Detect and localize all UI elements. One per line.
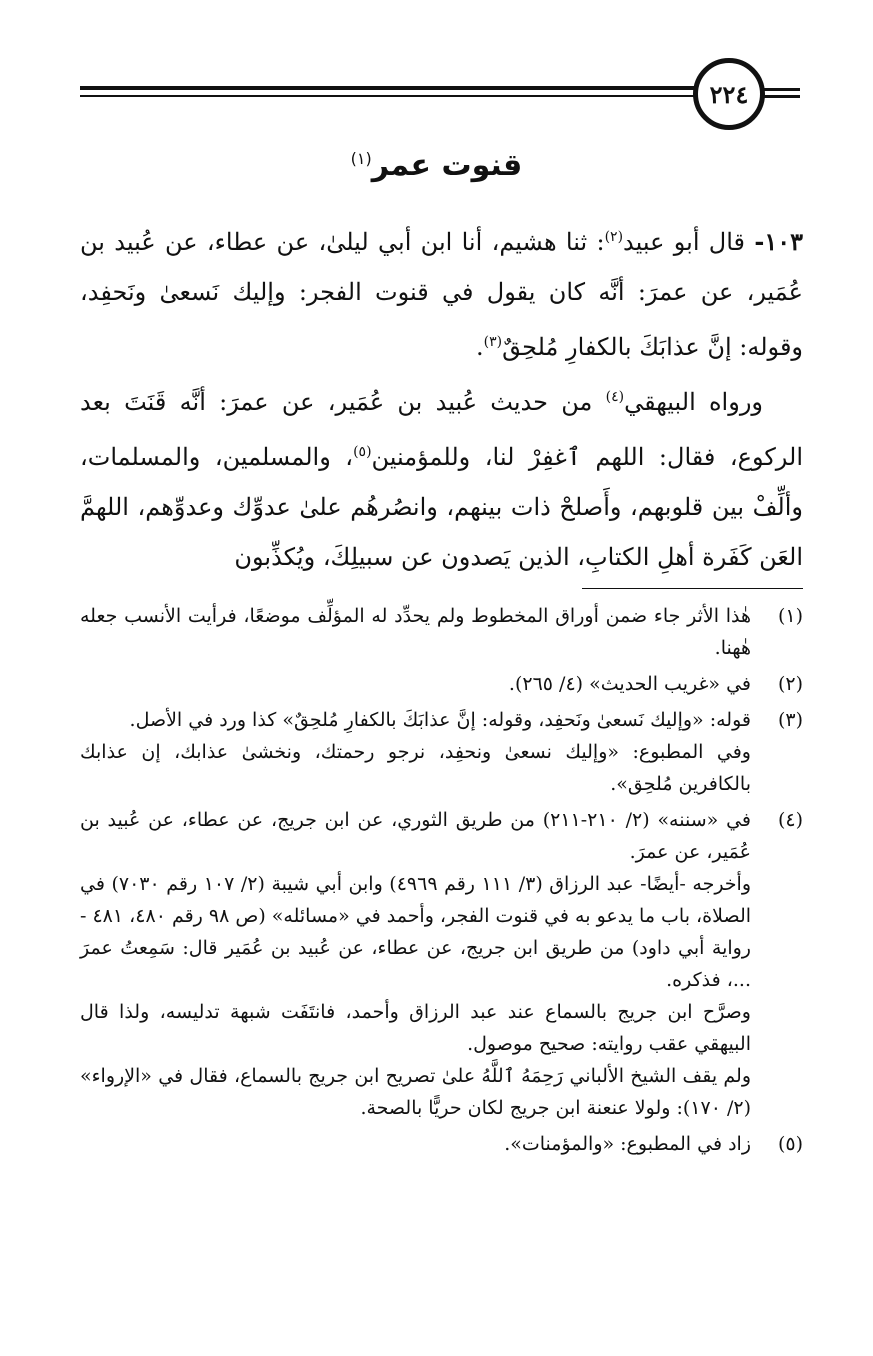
footnote-line: ولم يقف الشيخ الألباني رَحِمَهُ ٱللَّهُ علىٰ تصريح ابن جريج بالسماع، فقال في «الإرواء» (٢/ ١٧٠): ولولا عنعنة ابن جريج لكان حريًّا بالصحة. bbox=[80, 1065, 751, 1119]
footnote-number: (٢) bbox=[777, 673, 803, 695]
footnote-ref-2: (٢) bbox=[604, 229, 624, 245]
section-title bbox=[0, 148, 873, 183]
footnote-2 bbox=[80, 668, 803, 700]
paragraph-2 bbox=[80, 372, 803, 582]
footnote-number: (٣) bbox=[777, 709, 803, 731]
section-title-text: قنوت عمر bbox=[371, 148, 523, 183]
paragraph-1-text-b: : ثنا هشيم، أنا ابن أبي ليلىٰ، عن عطاء، عن عُبيد بن عُمَير، عن عمرَ: أنَّه كان يقول في قنوت الفجر: وإليك نَسعىٰ ونَحفِد، وقوله: إنَّ عذابَكَ بالكفارِ مُلحِقٌ bbox=[80, 228, 803, 361]
footnote-number: (١) bbox=[777, 605, 803, 627]
footnote-3 bbox=[80, 704, 803, 800]
header-rule-thick bbox=[80, 86, 700, 90]
main-text bbox=[80, 212, 803, 582]
footnote-line: هٰذا الأثر جاء ضمن أوراق المخطوط ولم يحدِّد له المؤلِّف موضعًا، فرأيت الأنسب جعله هٰهنا. bbox=[80, 605, 751, 659]
footnote-4 bbox=[80, 804, 803, 1124]
footnote-line: وأخرجه -أيضًا- عبد الرزاق (٣/ ١١١ رقم ٤٩٦٩) وابن أبي شيبة (٢/ ١٠٧ رقم ٧٠٣٠) في الصلاة، باب ما يدعو به في قنوت الفجر، وأحمد في «مسائله» (ص ٩٨ رقم ٤٨٠، ٤٨١ - رواية أبي داود) من طريق ابن جريج، عن عطاء، عن عُبيد بن عُمَير قال: سَمِعتُ عمرَ ...، فذكره. bbox=[80, 873, 752, 991]
footnote-line: في «سننه» (٢/ ٢١٠-٢١١) من طريق الثوري، عن ابن جريج، عن عطاء، عن عُبيد بن عُمَير، عن عمرَ. bbox=[80, 809, 751, 863]
footnote-line: وفي المطبوع: «وإليك نسعىٰ ونحفِد، نرجو رحمتك، ونخشىٰ عذابك، إن عذابك بالكافرين مُلحِق». bbox=[80, 741, 751, 795]
header-rule-thin bbox=[80, 95, 700, 97]
header-rule-right-bottom bbox=[760, 95, 800, 98]
paragraph-2-text-b: من حديث عُبيد بن عُمَير، عن عمرَ: أنَّه قَنَتَ بعد الركوع، فقال: اللهم ٱغفِرْ لنا، وللمؤمنين bbox=[80, 388, 804, 471]
paragraph-1 bbox=[80, 212, 803, 372]
footnote-ref-4: (٤) bbox=[605, 389, 625, 405]
section-title-footnote-ref: (١) bbox=[350, 149, 372, 168]
page-number-badge bbox=[693, 58, 765, 130]
header-rules bbox=[80, 80, 800, 102]
footnote-ref-5: (٥) bbox=[353, 444, 372, 460]
page-number: ٢٢٤ bbox=[709, 79, 749, 109]
footnote-1 bbox=[80, 600, 803, 664]
footnote-separator bbox=[582, 588, 803, 589]
paragraph-2-text-c: ، والمسلمين، والمسلمات، وألِّفْ بين قلوبهم، وأَصلحْ ذات بينهم، وانصُرهُم علىٰ عدوِّك وعدوِّهم، اللهمَّ العَن كَفَرة أهلِ الكتابِ، الذين يَصدون عن سبيلِكَ، ويُكذِّبون bbox=[80, 443, 803, 571]
footnote-number: (٤) bbox=[777, 809, 803, 831]
footnote-5 bbox=[80, 1128, 803, 1160]
paragraph-2-text-a: ورواه البيهقي bbox=[624, 388, 763, 416]
footnote-line: زاد في المطبوع: «والمؤمنات». bbox=[504, 1133, 751, 1155]
footnotes bbox=[80, 600, 803, 1164]
hadith-number: ١٠٣- bbox=[754, 227, 803, 256]
footnote-ref-3: (٣) bbox=[483, 334, 503, 350]
paragraph-1-end: . bbox=[475, 333, 484, 361]
footnote-line: وصرَّح ابن جريج بالسماع عند عبد الرزاق وأحمد، فانتَفَت شبهة تدليسه، ولذا قال البيهقي عقب روايته: صحيح موصول. bbox=[80, 1001, 751, 1055]
footnote-number: (٥) bbox=[777, 1133, 803, 1155]
footnote-line: في «غريب الحديث» (٤/ ٢٦٥). bbox=[508, 673, 751, 695]
footnote-line: قوله: «وإليك نَسعىٰ ونَحفِد، وقوله: إنَّ عذابَكَ بالكفارِ مُلحِقٌ» كذا ورد في الأصل. bbox=[129, 709, 751, 731]
header-rule-right-top bbox=[760, 88, 800, 91]
paragraph-1-text-a: قال أبو عبيد bbox=[623, 228, 746, 256]
